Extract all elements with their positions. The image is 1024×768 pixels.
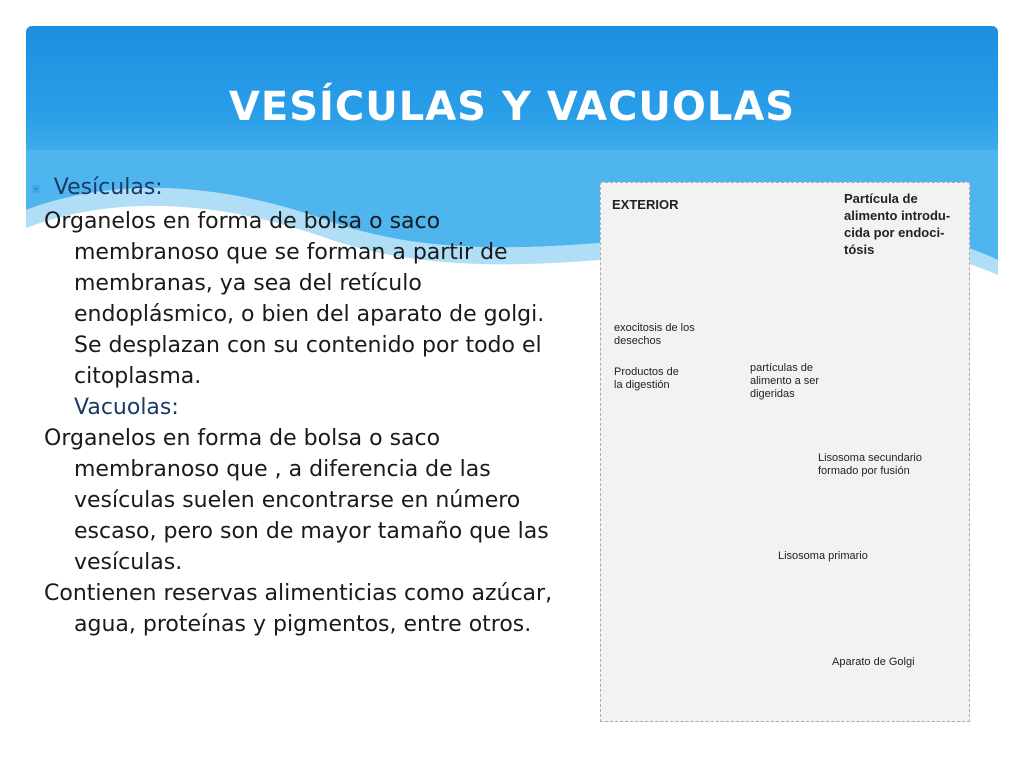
bullet-icon: ✳ bbox=[30, 182, 42, 198]
reservas-description: Contienen reservas alimenticias como azúcar, agua, proteínas y pigmentos, entre otros. bbox=[44, 581, 553, 637]
vesiculas-heading-row bbox=[30, 172, 564, 206]
label-lisosoma-primario: Lisosoma primario bbox=[778, 550, 868, 562]
slide-body bbox=[30, 172, 564, 640]
vacuolas-description: Organelos en forma de bolsa o saco membranoso que , a diferencia de las vesículas suelen encontrarse en número escaso, pero son de mayor tamaño que las vesículas. bbox=[44, 426, 549, 575]
vacuolas-heading: Vacuolas: bbox=[74, 395, 179, 420]
slide-title: VESÍCULAS Y VACUOLAS bbox=[228, 84, 796, 130]
vesiculas-description: Organelos en forma de bolsa o saco membranoso que se forman a partir de membranas, ya sea del retículo endoplásmico, o bien del aparato de golgi. Se desplazan con su contenido por todo el citoplasma. bbox=[44, 209, 545, 389]
label-exterior: EXTERIOR bbox=[612, 197, 679, 212]
label-particula: Partícula de alimento introdu- cida por endoci- tósis bbox=[844, 191, 951, 257]
label-lisosoma-secundario: Lisosoma secundario formado por fusión bbox=[818, 452, 922, 477]
label-particulas-alimento: partículas de alimento a ser digeridas bbox=[750, 362, 820, 400]
label-exocitosis: exocitosis de los desechos bbox=[614, 322, 695, 347]
endocytosis-diagram bbox=[600, 182, 970, 722]
label-productos: Productos de la digestión bbox=[614, 366, 679, 391]
label-golgi: Aparato de Golgi bbox=[832, 656, 915, 668]
vesiculas-heading: Vesículas: bbox=[53, 175, 163, 200]
